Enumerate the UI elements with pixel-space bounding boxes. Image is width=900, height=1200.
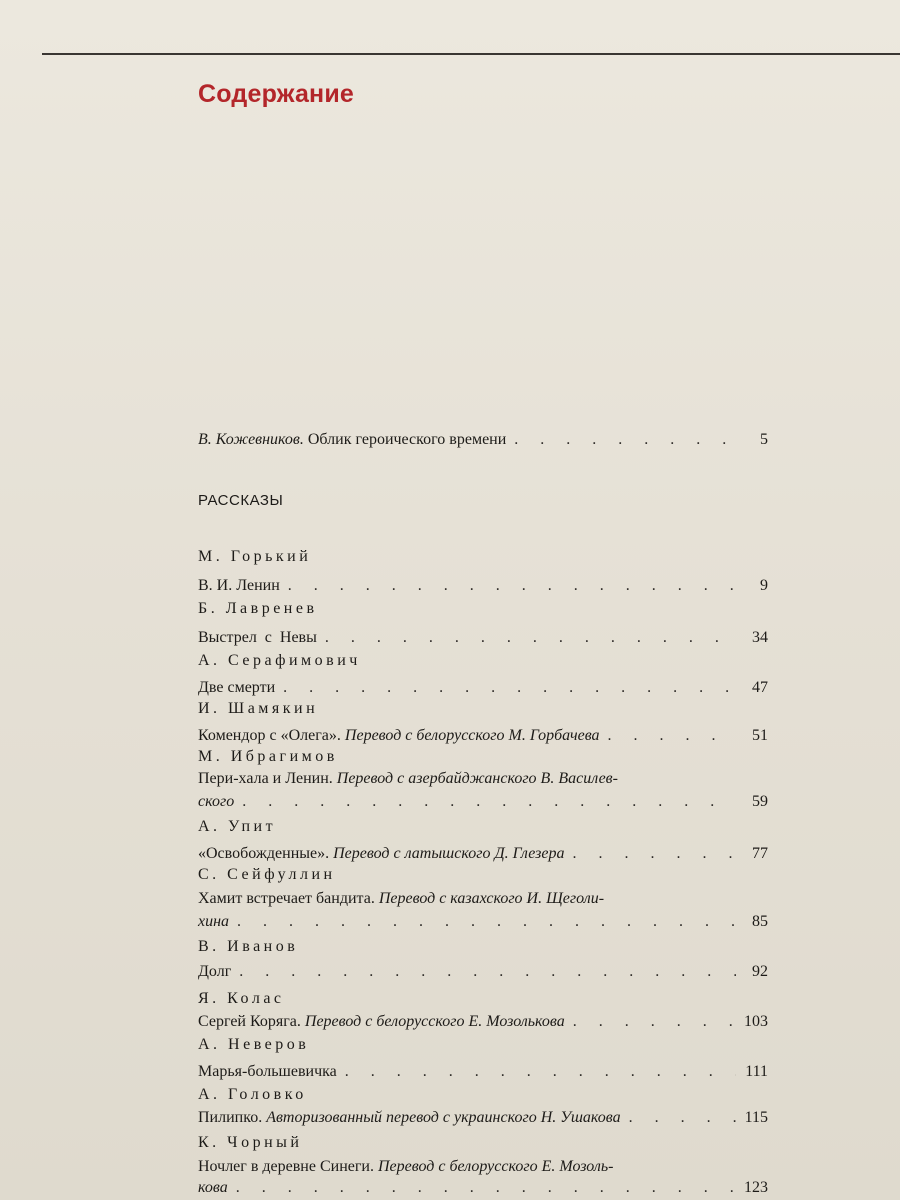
entry-author: М. Горький [198, 548, 312, 565]
leader-dots [345, 1062, 736, 1082]
leader-dots [573, 844, 737, 864]
page-number: 34 [752, 629, 768, 646]
entry-title: В. И. Ленин [198, 577, 280, 594]
entry-author: В. Иванов [198, 938, 299, 955]
page-number: 103 [744, 1013, 768, 1030]
entry-translation: Перевод с казахского И. Щеголи- [374, 890, 605, 907]
entry-translation: Перевод с белорусского Е. Мозолькова [300, 1013, 565, 1030]
entry-title-cont: хина [198, 913, 230, 930]
leader-dots [239, 962, 736, 982]
entry-text [198, 726, 600, 746]
entry-translation: Перевод с азербайджанского В. Василев- [332, 770, 618, 787]
leader-dots [237, 912, 736, 932]
entry-title: Ночлег в деревне Синеги. [198, 1158, 374, 1175]
toc-entry[interactable] [198, 1056, 768, 1082]
toc-entry[interactable] [198, 906, 768, 932]
entry-author: М. Ибрагимов [198, 748, 338, 765]
entry-title: Марья-большевичка [198, 1063, 337, 1080]
page-number: 59 [752, 793, 768, 810]
leader-dots [629, 1108, 736, 1128]
entry-translation: Перевод с белорусского Е. Мозоль- [373, 1158, 614, 1175]
page-number: 123 [744, 1179, 768, 1196]
entry-text [198, 1012, 565, 1032]
page-number: 47 [752, 679, 768, 696]
toc-entry[interactable] [198, 1172, 768, 1198]
toc-entry[interactable] [198, 672, 768, 698]
intro-author: В. Кожевников. [198, 431, 304, 448]
entry-author: И. Шамякин [198, 700, 319, 717]
top-rule [42, 53, 900, 55]
entry-title: Хамит встречает бандита. [198, 890, 375, 907]
page-number: 111 [745, 1063, 768, 1080]
leader-dots [514, 430, 736, 450]
entry-title-cont: кова [198, 1179, 228, 1196]
entry-title: Сергей Коряга. [198, 1013, 301, 1030]
section-heading: РАССКАЗЫ [198, 492, 284, 509]
entry-text [198, 1108, 621, 1128]
leader-dots [236, 1178, 736, 1198]
toc-entry[interactable] [198, 786, 768, 812]
entry-author: С. Сейфуллин [198, 866, 336, 883]
entry-title: Пери-хала и Ленин. [198, 770, 333, 787]
entry-title: Пилипко. [198, 1109, 263, 1126]
page-number: 115 [744, 1109, 768, 1126]
leader-dots [608, 726, 736, 746]
entry-author: А. Серафимович [198, 652, 361, 669]
entry-title: «Освобожденные». [198, 845, 330, 862]
entry-author: А. Упит [198, 818, 277, 835]
entry-author: А. Неверов [198, 1036, 310, 1053]
entry-text [198, 430, 506, 450]
entry-author: К. Чорный [198, 1134, 303, 1151]
toc-entry[interactable] [198, 1006, 768, 1032]
leader-dots [288, 576, 736, 596]
entry-title: Выстрел с Невы [198, 629, 317, 646]
toc-entry[interactable] [198, 720, 768, 746]
page-number: 77 [752, 845, 768, 862]
toc-entry[interactable] [198, 622, 768, 648]
entry-translation: Перевод с белорусского М. Горбачева [340, 727, 600, 744]
entry-translation: Авторизованный перевод с украинского Н. Ушакова [262, 1109, 621, 1126]
entry-title: Комендор с «Олега». [198, 727, 341, 744]
toc-entry[interactable] [198, 956, 768, 982]
page-number: 92 [752, 963, 768, 980]
page-number: 51 [752, 727, 768, 744]
entry-translation: Перевод с латышского Д. Глезера [329, 845, 565, 862]
page-number: 9 [760, 577, 768, 594]
leader-dots [242, 792, 736, 812]
leader-dots [573, 1012, 736, 1032]
toc-entry[interactable] [198, 570, 768, 596]
entry-title: Две смерти [198, 679, 276, 696]
leader-dots [283, 678, 736, 698]
page-number: 85 [752, 913, 768, 930]
entry-title-cont: ского [198, 793, 235, 810]
entry-author: Б. Лавренев [198, 600, 318, 617]
entry-author: А. Головко [198, 1086, 307, 1103]
leader-dots [325, 628, 736, 648]
entry-title: Долг [198, 963, 232, 980]
page-title: Содержание [198, 80, 355, 108]
entry-author: Я. Колас [198, 990, 285, 1007]
page-number: 5 [760, 431, 768, 448]
intro-title: Облик героического времени [303, 431, 507, 448]
entry-text [198, 844, 565, 864]
toc-entry[interactable] [198, 838, 768, 864]
toc-entry[interactable] [198, 1102, 768, 1128]
toc-entry-intro[interactable] [198, 424, 768, 450]
